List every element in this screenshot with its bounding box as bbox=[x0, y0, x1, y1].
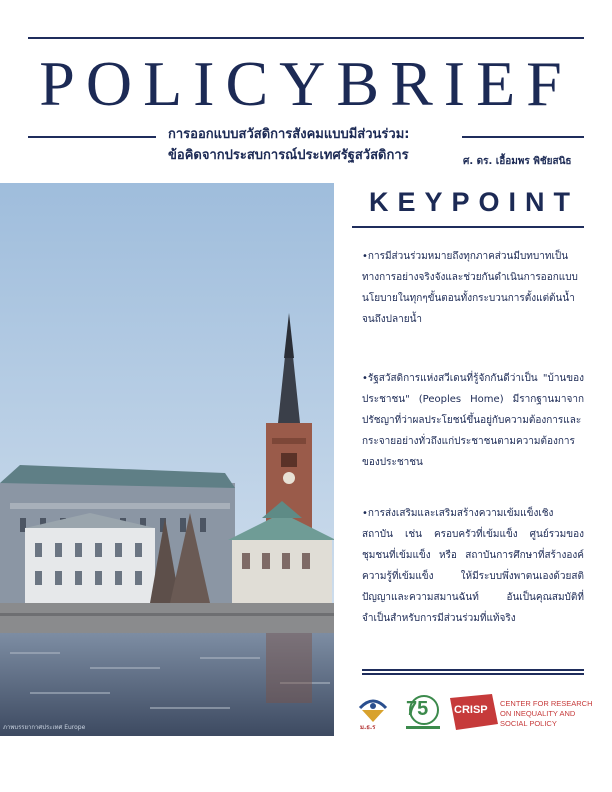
crisp-name-line-3: SOCIAL POLICY bbox=[500, 719, 557, 728]
keypoint-item-3: •การส่งเสริมและเสริมสร้างความเข้มแข็งเชิงสถาบัน เช่น ครอบครัวที่เข้มแข็ง ศูนย์รวมของชุมชนที่เข้มแข็ง หรือ สถาบันการศึกษาที่สร้างองค์ความรู้ที่เข้มแข็ง ให้มีระบบพึ่งพาตนเองด้วยสติปัญญาและความสมานฉันท์ อันเป็นคุณสมบัติที่จำเป็นสำหรับการมีส่วนร่วมที่แท้จริง bbox=[362, 508, 584, 624]
subtitle-line-1: การออกแบบสวัสดิการสังคมแบบมีส่วนร่วม: bbox=[168, 127, 410, 142]
subtitle-rule-left bbox=[28, 136, 156, 138]
photo-credit: ภาพบรรยากาศประเทศ Europe bbox=[3, 724, 86, 731]
university-logo bbox=[356, 692, 390, 732]
crisp-logo bbox=[450, 694, 498, 730]
cover-photo bbox=[0, 183, 334, 736]
university-logo-text: ม.ธ.ร bbox=[360, 724, 376, 731]
crisp-name-line-1: CENTER FOR RESEARCH bbox=[500, 699, 593, 708]
subtitle bbox=[168, 124, 468, 166]
page-title: POLICYBRIEF bbox=[39, 48, 573, 119]
subtitle-rule-right bbox=[462, 136, 584, 138]
cover-photo-illustration bbox=[0, 183, 334, 736]
crisp-name bbox=[500, 699, 593, 729]
keypoint-rule bbox=[352, 226, 584, 228]
author-name: ศ. ดร. เอื้อมพร พิชัยสนิธ bbox=[463, 156, 572, 167]
crisp-name-line-2: ON INEQUALITY AND bbox=[500, 709, 576, 718]
keypoint-heading: KEYPOINT bbox=[369, 187, 580, 217]
anniversary-logo-text: 75 bbox=[406, 698, 429, 720]
keypoint-item-1: •การมีส่วนร่วมหมายถึงทุกภาคส่วนมีบทบาทเป็นทางการอย่างจริงจังและช่วยกันดำเนินการออกแบบนโยบายในทุกๆขั้นตอนทั้งกระบวนการตั้งแต่ต้นน้ำจนถึงปลายน้ำ bbox=[362, 251, 578, 325]
bottom-rule-1 bbox=[362, 669, 584, 671]
anniversary-logo bbox=[402, 692, 442, 732]
subtitle-line-2: ข้อคิดจากประสบการณ์ประเทศรัฐสวัสดิการ bbox=[168, 148, 409, 163]
crisp-logo-mark: CRISP bbox=[454, 704, 488, 716]
keypoint-item-2: •รัฐสวัสดิการแห่งสวีเดนที่รู้จักกันดีว่าเป็น "บ้านของประชาชน" (Peoples Home) มีรากฐานมาจากปรัชญาที่ว่าผลประโยชน์ขึ้นอยู่กับความต้องการและกระจายอย่างทั่วถึงแก่ประชาชนตามความต้องการของประชาชน bbox=[362, 373, 584, 468]
top-rule bbox=[28, 37, 584, 39]
bottom-rule-2 bbox=[362, 673, 584, 675]
